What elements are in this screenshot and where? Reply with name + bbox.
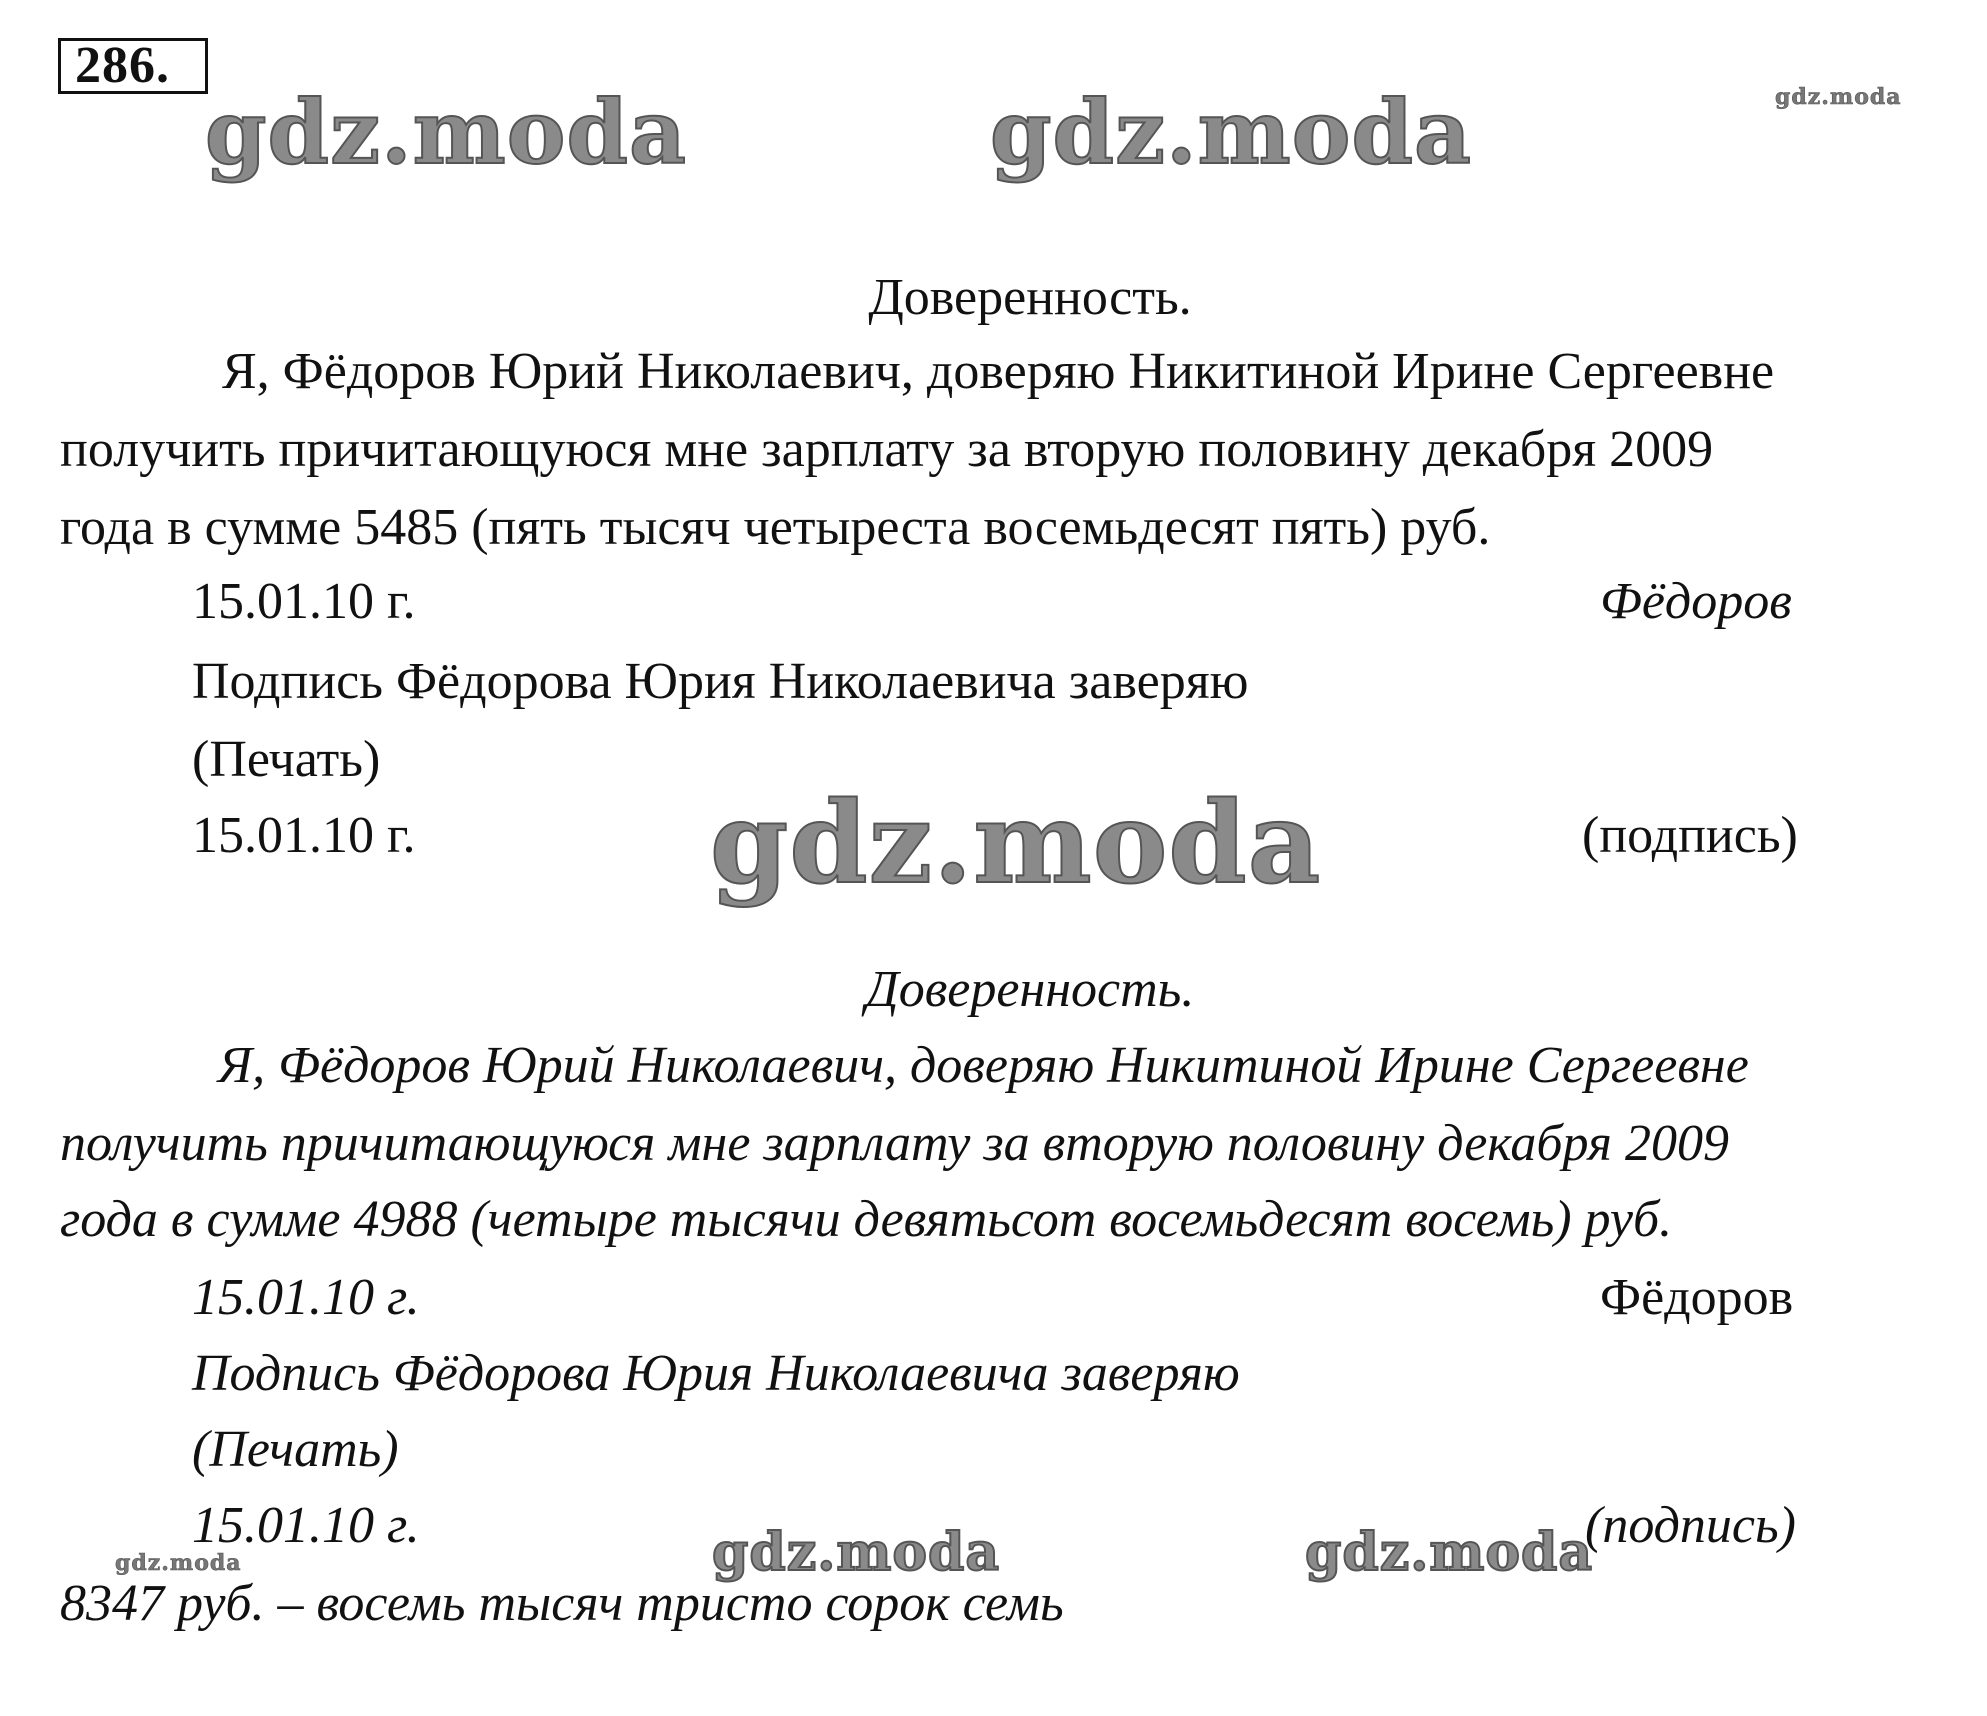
- footer-note: 8347 руб. – восемь тысяч тристо сорок семь: [60, 1575, 1064, 1632]
- body-line: Я, Фёдоров Юрий Николаевич, доверяю Никитиной Ирине Сергеевне: [218, 1037, 1749, 1094]
- certify-line: Подпись Фёдорова Юрия Николаевича заверяю: [192, 1345, 1240, 1402]
- watermark: gdz.moda: [710, 778, 1322, 909]
- signature-name: Фёдоров: [1600, 573, 1792, 630]
- date-line: 15.01.10 г.: [192, 573, 416, 630]
- watermark: gdz.moda: [115, 1550, 242, 1576]
- watermark: gdz.moda: [1775, 84, 1902, 110]
- document-title: Доверенность.: [865, 961, 1195, 1018]
- watermark: gdz.moda: [1305, 1522, 1594, 1583]
- stamp-label: (Печать): [192, 731, 381, 788]
- signature-label: (подпись): [1582, 807, 1798, 864]
- body-line: получить причитающуюся мне зарплату за вторую половину декабря 2009: [60, 1115, 1729, 1172]
- stamp-label: (Печать): [192, 1421, 399, 1478]
- task-number: 286.: [58, 38, 208, 94]
- date-line: 15.01.10 г.: [192, 1269, 420, 1326]
- signature-label: (подпись): [1585, 1497, 1796, 1554]
- date-line: 15.01.10 г.: [192, 807, 416, 864]
- signature-name: Фёдоров: [1600, 1269, 1794, 1326]
- body-line: года в сумме 4988 (четыре тысячи девятьсот восемьдесят восемь) руб.: [60, 1191, 1673, 1248]
- watermark: gdz.moda: [205, 80, 688, 184]
- document-title: Доверенность.: [868, 269, 1192, 326]
- body-line: года в сумме 5485 (пять тысяч четыреста восемьдесят пять) руб.: [60, 499, 1491, 556]
- date-line: 15.01.10 г.: [192, 1497, 420, 1554]
- certify-line: Подпись Фёдорова Юрия Николаевича заверяю: [192, 653, 1249, 710]
- watermark: gdz.moda: [712, 1522, 1001, 1583]
- watermark: gdz.moda: [990, 80, 1473, 184]
- body-line: получить причитающуюся мне зарплату за вторую половину декабря 2009: [60, 421, 1714, 478]
- body-line: Я, Фёдоров Юрий Николаевич, доверяю Никитиной Ирине Сергеевне: [222, 343, 1775, 400]
